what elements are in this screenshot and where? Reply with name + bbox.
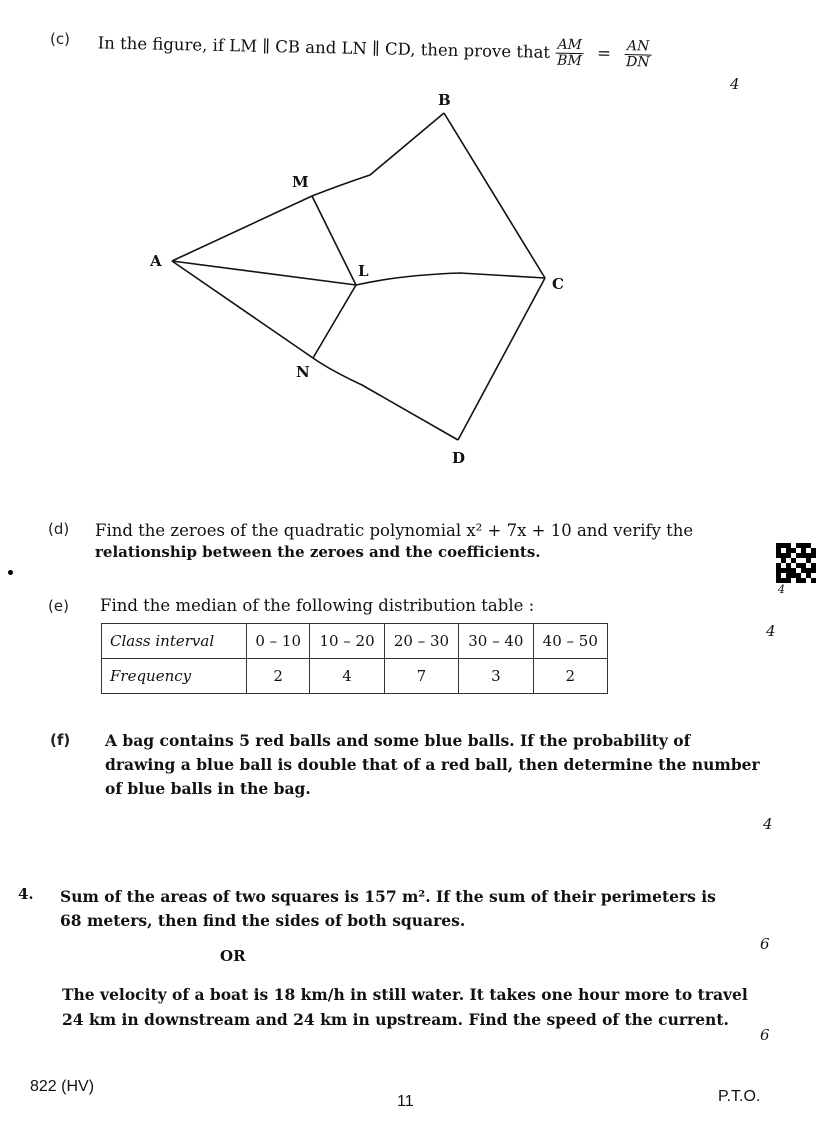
question-c-marks: 4: [730, 75, 740, 93]
table-cell-frequency: 2: [533, 659, 607, 694]
point-label-b: B: [438, 91, 451, 109]
question-f-line-3: of blue balls in the bag.: [105, 779, 311, 799]
fraction-an-dn-numerator: AN: [625, 39, 652, 56]
question-f-text: [105, 729, 760, 801]
fraction-am-bm-denominator: BM: [556, 53, 582, 70]
question-4-alt-line-2: 24 km in downstream and 24 km in upstream. Find the speed of the current.: [62, 1009, 729, 1029]
paper-code: 822 (HV): [30, 1078, 95, 1095]
question-d-line-2: relationship between the zeroes and the coefficients.: [95, 543, 541, 562]
question-4-line-2: 68 meters, then find the sides of both squares.: [60, 911, 466, 931]
point-label-a: A: [150, 252, 162, 270]
qr-code-icon: [776, 543, 816, 583]
question-d-text: [95, 520, 755, 563]
fraction-am-bm-numerator: AM: [555, 38, 584, 55]
line-b-c: [444, 113, 545, 278]
point-label-l: L: [358, 262, 369, 280]
line-c-d: [458, 278, 545, 440]
question-4-label: 4.: [18, 885, 34, 903]
equals-sign: =: [596, 43, 612, 64]
table-header-frequency: Frequency: [102, 659, 247, 694]
fraction-am-bm: [555, 38, 584, 70]
question-4-text: [60, 885, 750, 933]
table-header-class-interval: Class interval: [102, 624, 247, 659]
question-4-alternative-text: [62, 983, 752, 1033]
table-cell-frequency: 2: [247, 659, 310, 694]
line-l-n: [313, 285, 356, 358]
line-m-l: [312, 196, 356, 285]
question-4-marks: 6: [760, 935, 770, 953]
geometry-figure: [140, 85, 580, 475]
table-cell-frequency: 7: [384, 659, 458, 694]
question-c-statement: In the figure, if LM ∥ CB and LN ∥ CD, then prove that: [97, 33, 551, 62]
table-cell-interval: 20 – 30: [384, 624, 458, 659]
or-separator: OR: [220, 947, 246, 965]
page-number: 11: [397, 1093, 414, 1110]
point-label-d: D: [452, 449, 466, 467]
point-label-m: M: [292, 173, 309, 191]
question-e-label: (e): [48, 597, 69, 615]
table-cell-interval: 30 – 40: [459, 624, 533, 659]
table-cell-interval: 10 – 20: [310, 624, 384, 659]
question-f-marks: 4: [763, 815, 773, 833]
fraction-an-dn: [624, 39, 652, 71]
line-a-n-d: [172, 261, 458, 440]
please-turn-over: P.T.O.: [718, 1088, 761, 1105]
question-e-text: Find the median of the following distribution table :: [100, 596, 535, 615]
fraction-an-dn-denominator: DN: [625, 54, 650, 71]
question-4-alt-line-1: The velocity of a boat is 18 km/h in still water. It takes one hour more to travel: [62, 985, 748, 1004]
table-cell-interval: 40 – 50: [533, 624, 607, 659]
table-cell-interval: 0 – 10: [247, 624, 310, 659]
question-e-marks: 4: [766, 622, 776, 640]
question-4-alt-marks: 6: [760, 1026, 770, 1044]
question-f-line-2: drawing a blue ball is double that of a red ball, then determine the number: [105, 755, 760, 775]
question-4-line-1: Sum of the areas of two squares is 157 m². If the sum of their perimeters is: [60, 887, 716, 906]
margin-dot: [8, 570, 13, 575]
question-f-line-1: A bag contains 5 red balls and some blue balls. If the probability of: [105, 731, 691, 750]
question-c-label: (c): [50, 30, 70, 48]
point-label-n: N: [296, 363, 310, 381]
question-d-line-1: Find the zeroes of the quadratic polynomial x² + 7x + 10 and verify the: [95, 521, 694, 540]
distribution-table: [101, 623, 608, 694]
question-d-label: (d): [48, 520, 70, 538]
table-cell-frequency: 4: [310, 659, 384, 694]
question-f-label: (f): [50, 731, 71, 749]
point-label-c: C: [552, 275, 564, 293]
table-row-frequency: [102, 659, 608, 694]
table-cell-frequency: 3: [459, 659, 533, 694]
table-row-class-interval: [102, 624, 608, 659]
qr-side-mark: 4: [778, 583, 785, 596]
question-c-text: [97, 28, 652, 71]
